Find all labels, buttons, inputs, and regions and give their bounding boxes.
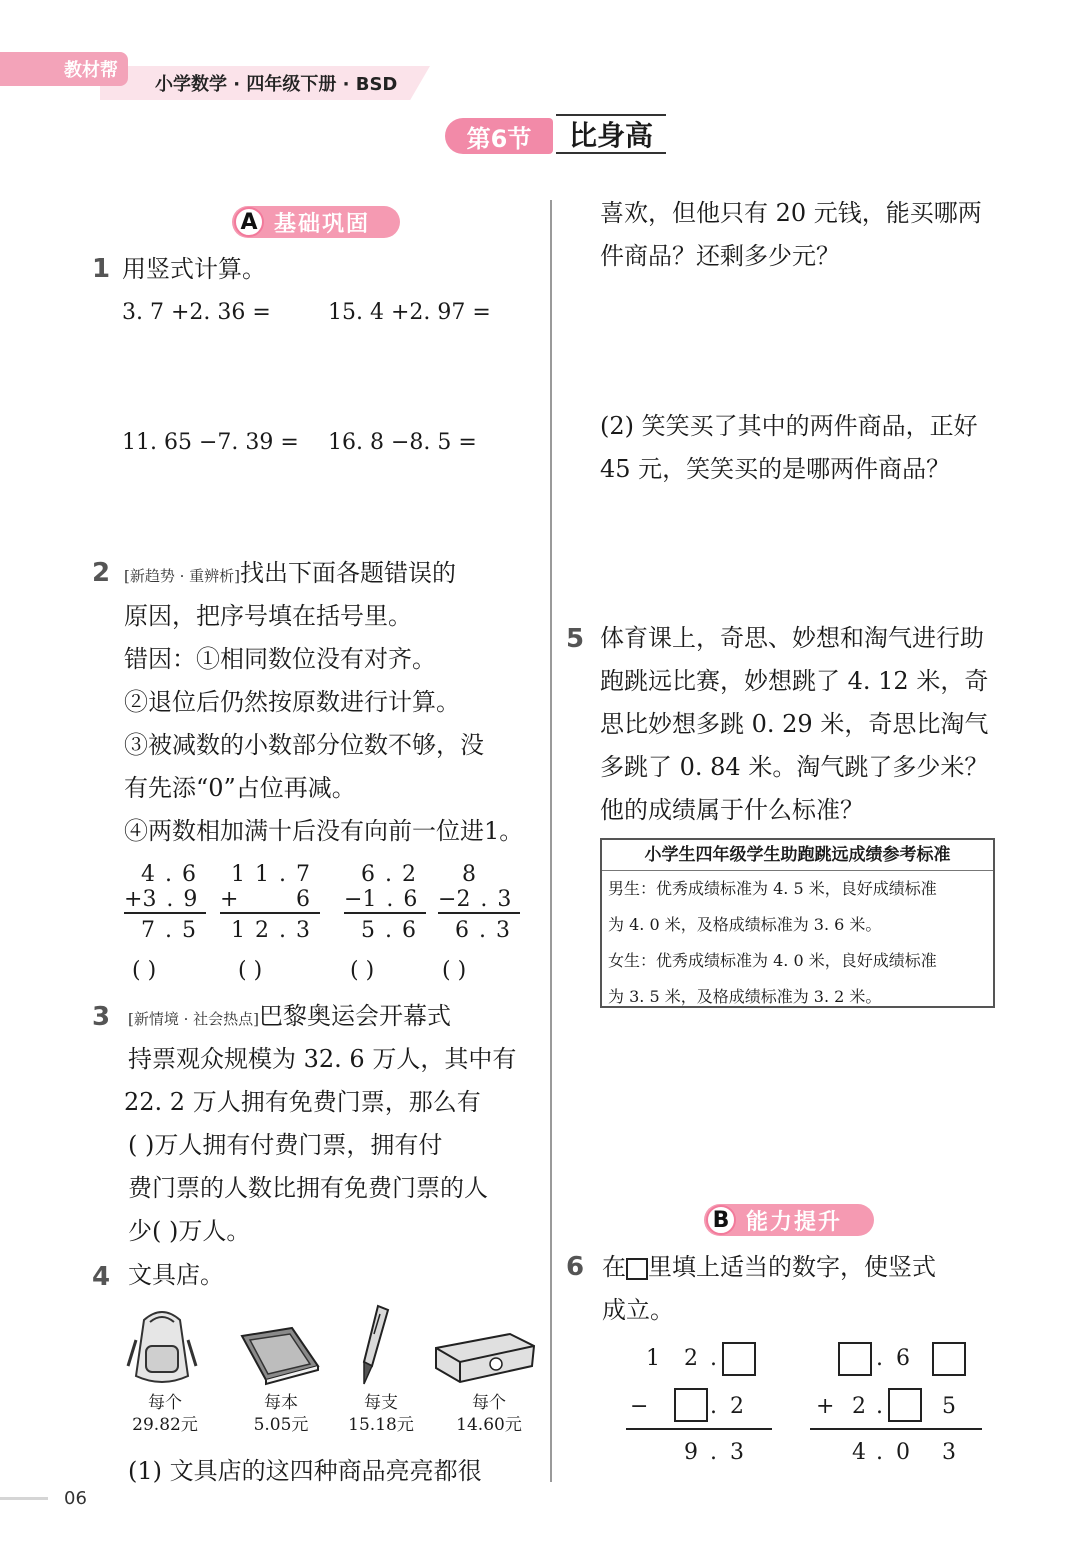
- standard-table-line: 为 4. 0 米，及格成绩标准为 3. 6 米。: [608, 915, 882, 934]
- q4-sub1: (1) 文具店的这四种商品亮亮都很: [128, 1457, 482, 1485]
- calc-top: 11.7: [231, 862, 320, 887]
- q5-line: 多跳了 0. 84 米。淘气跳了多少米？: [600, 753, 989, 781]
- pen-icon: [358, 1304, 394, 1388]
- brand-tab: 教材帮: [0, 52, 128, 86]
- calc-bottom: 1.6: [362, 887, 428, 912]
- q1-item: 11. 65 −7. 39 =: [122, 430, 299, 455]
- q6-number: 6: [566, 1252, 585, 1282]
- calc-top: 4.6: [141, 862, 206, 887]
- column-divider: [550, 200, 552, 1482]
- calc-bottom: 6: [296, 887, 320, 912]
- standard-table-line: 为 3. 5 米，及格成绩标准为 3. 2 米。: [608, 987, 882, 1006]
- q2-line: 原因，把序号填在括号里。: [124, 602, 412, 630]
- q2-answer-paren[interactable]: ( ): [238, 958, 263, 983]
- q4-text: 文具店。: [128, 1261, 224, 1289]
- calc-digit: 5: [942, 1394, 956, 1419]
- part-a-letter: A: [234, 207, 264, 237]
- backpack-icon: [122, 1306, 202, 1388]
- q5-line: 思比妙想多跳 0. 29 米，奇思比淘气: [600, 710, 989, 738]
- q6-line1: [602, 1246, 936, 1289]
- calc-digit: 6: [896, 1346, 910, 1371]
- calc-operator: −: [438, 887, 457, 912]
- calc-digit: 2: [852, 1394, 866, 1419]
- q3-line: ( )万人拥有付费门票，拥有付: [128, 1131, 443, 1159]
- page-number: 06: [64, 1488, 87, 1509]
- calc-digit: 4: [852, 1440, 866, 1465]
- calc-operator: −: [344, 887, 363, 912]
- q3-line: 费门票的人数比拥有免费门票的人: [128, 1174, 488, 1202]
- calc-dot: .: [710, 1394, 717, 1419]
- q6-text: 里填上适当的数字，使竖式: [648, 1253, 936, 1281]
- part-b-name: 能力提升: [746, 1209, 843, 1235]
- calc-result: 6.3: [455, 918, 520, 943]
- calc-dot: .: [710, 1440, 717, 1465]
- standard-table: [600, 838, 995, 1008]
- calc-digit: 0: [896, 1440, 910, 1465]
- part-a-heading: [232, 206, 400, 238]
- q2-line: ③被减数的小数部分位数不够，没: [124, 731, 484, 759]
- book-icon: [238, 1326, 322, 1386]
- calc-dot: .: [876, 1346, 883, 1371]
- standard-table-title: 小学生四年级学生助跑跳远成绩参考标准: [602, 840, 993, 871]
- footer-line: [0, 1497, 48, 1500]
- item-unit: 每个: [148, 1393, 182, 1413]
- standard-table-line: 女生：优秀成绩标准为 4. 0 米，良好成绩标准: [608, 951, 937, 970]
- q2-answer-paren[interactable]: ( ): [132, 958, 157, 983]
- q2-calc-3: [344, 862, 426, 943]
- calc-digit: 1: [646, 1346, 660, 1371]
- q2-line: ④两数相加满十后没有向前一位进1。: [124, 817, 524, 845]
- q2-calc-1: [124, 862, 206, 943]
- calc-digit: 9: [684, 1440, 698, 1465]
- q6-calc-1: [626, 1340, 774, 1470]
- calc-bottom: 3.9: [142, 887, 208, 912]
- blank-box[interactable]: [932, 1342, 966, 1376]
- q2-line: 找出下面各题错误的: [240, 559, 457, 587]
- item-unit: 每本: [264, 1393, 298, 1413]
- blank-box-sample: [626, 1258, 648, 1280]
- item-price: 29.82元: [132, 1415, 198, 1435]
- item-caption: [110, 1392, 220, 1436]
- q2-answer-paren[interactable]: ( ): [350, 958, 375, 983]
- part-a-name: 基础巩固: [274, 211, 371, 237]
- calc-result: 5.6: [361, 918, 426, 943]
- calc-top: 6.2: [361, 862, 426, 887]
- q2-line: 有先添“0”占位再减。: [124, 774, 356, 802]
- calc-underline: [810, 1428, 982, 1430]
- section-title: 比身高: [556, 114, 666, 154]
- calc-result: 7.5: [141, 918, 206, 943]
- q4-sub2: (2) 笑笑买了其中的两件商品，正好: [600, 412, 978, 440]
- q1-text: 用竖式计算。: [122, 255, 266, 283]
- q6-line2: 成立。: [602, 1296, 674, 1324]
- calc-top: 8: [462, 862, 486, 887]
- q3-line: 巴黎奥运会开幕式: [259, 1002, 452, 1030]
- q2-calc-4: [438, 862, 520, 943]
- q3-tag: [新情境 · 社会热点]: [128, 1010, 260, 1028]
- q3-line: 少( )万人。: [128, 1217, 251, 1245]
- item-price: 14.60元: [456, 1415, 522, 1435]
- calc-digit: 2: [684, 1346, 698, 1371]
- blank-box[interactable]: [838, 1342, 872, 1376]
- q5-number: 5: [566, 624, 585, 654]
- q1-item: 15. 4 +2. 97 =: [328, 300, 491, 325]
- book-title: 小学数学 · 四年级下册 · BSD: [155, 74, 398, 95]
- calc-operator: +: [220, 887, 239, 912]
- calc-digit: 3: [942, 1440, 956, 1465]
- item-price: 5.05元: [253, 1415, 309, 1435]
- item-unit: 每个: [472, 1393, 506, 1413]
- blank-box[interactable]: [888, 1388, 922, 1422]
- calc-digit: 2: [730, 1394, 744, 1419]
- blank-box[interactable]: [674, 1388, 708, 1422]
- q2-tag: [新趋势 · 重辨析]: [124, 567, 241, 585]
- calc-underline: [124, 912, 206, 914]
- q6-calc-2: [810, 1340, 986, 1470]
- pencil-case-icon: [432, 1330, 538, 1386]
- q4-sub1-cont: 件商品？还剩多少元？: [600, 242, 840, 270]
- q3-line: 持票观众规模为 32. 6 万人，其中有: [128, 1045, 517, 1073]
- standard-table-line: 男生：优秀成绩标准为 4. 5 米，良好成绩标准: [608, 879, 937, 898]
- calc-bottom: 2.3: [456, 887, 522, 912]
- calc-underline: [438, 912, 520, 914]
- item-price: 15.18元: [348, 1415, 414, 1435]
- calc-result: 12.3: [231, 918, 320, 943]
- calc-operator: +: [816, 1394, 835, 1419]
- q4-number: 4: [92, 1262, 111, 1292]
- q5-line: 跑跳远比赛，妙想跳了 4. 12 米，奇: [600, 667, 989, 695]
- q1-item: 16. 8 −8. 5 =: [328, 430, 477, 455]
- part-b-letter: B: [706, 1205, 736, 1235]
- q5-line: 他的成绩属于什么标准？: [600, 796, 864, 824]
- calc-underline: [220, 912, 320, 914]
- item-unit: 每支: [364, 1393, 398, 1413]
- calc-operator: +: [124, 887, 143, 912]
- q1-item: 3. 7 +2. 36 =: [122, 300, 271, 325]
- part-b-heading: [704, 1204, 874, 1236]
- q1-number: 1: [92, 254, 111, 284]
- calc-dot: .: [710, 1346, 717, 1371]
- q4-sub2: 45 元，笑笑买的是哪两件商品？: [600, 455, 951, 483]
- item-caption: [226, 1392, 336, 1436]
- item-caption: [434, 1392, 544, 1436]
- calc-dot: .: [876, 1394, 883, 1419]
- q4-sub1-cont: 喜欢，但他只有 20 元钱，能买哪两: [600, 199, 982, 227]
- blank-box[interactable]: [722, 1342, 756, 1376]
- q5-line: 体育课上，奇思、妙想和淘气进行助: [600, 624, 984, 652]
- q3-line: 22. 2 万人拥有免费门票，那么有: [124, 1088, 481, 1116]
- q2-calc-2: [220, 862, 320, 943]
- q3-first-line: [128, 995, 451, 1038]
- calc-digit: 3: [730, 1440, 744, 1465]
- q2-answer-paren[interactable]: ( ): [442, 958, 467, 983]
- q2-line: ②退位后仍然按原数进行计算。: [124, 688, 460, 716]
- calc-dot: .: [876, 1440, 883, 1465]
- calc-operator: −: [630, 1394, 649, 1419]
- q6-text: 在: [602, 1253, 626, 1281]
- calc-underline: [626, 1428, 772, 1430]
- calc-underline: [344, 912, 426, 914]
- q2-number: 2: [92, 558, 111, 588]
- q2-first-line: [124, 552, 456, 595]
- q3-number: 3: [92, 1002, 111, 1032]
- q2-line: 错因：①相同数位没有对齐。: [124, 645, 436, 673]
- section-tag: 第6节: [445, 118, 553, 154]
- item-caption: [326, 1392, 436, 1436]
